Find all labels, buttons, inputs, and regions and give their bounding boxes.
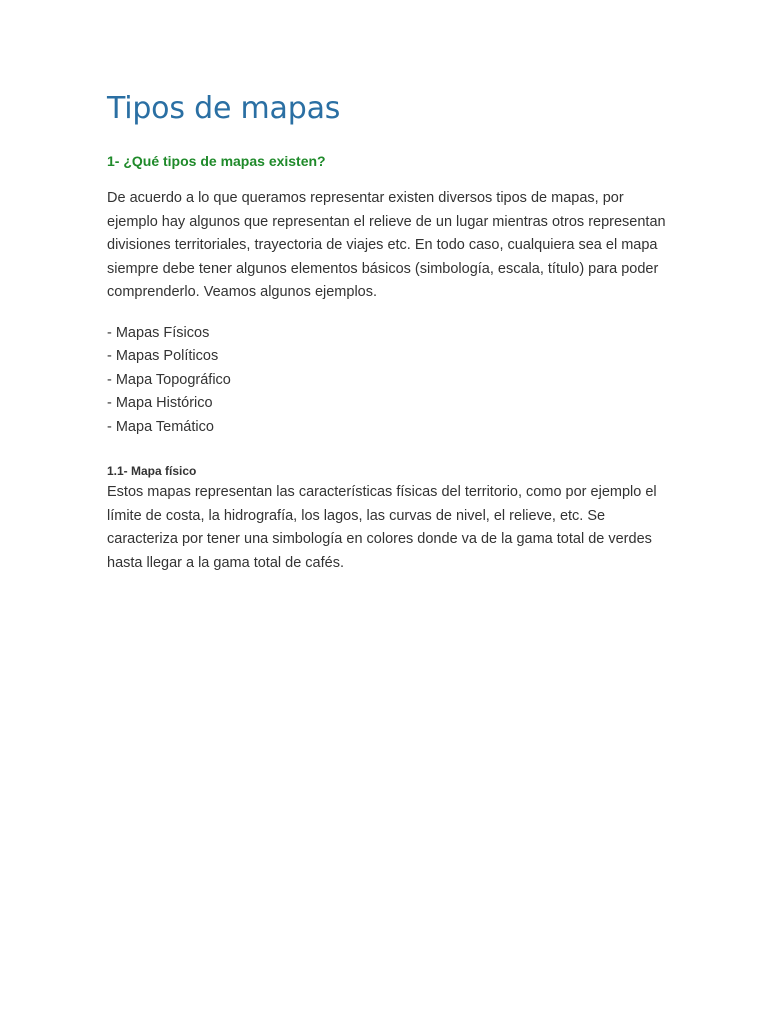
list-item: - Mapas Físicos — [107, 324, 210, 341]
document-content — [107, 86, 667, 575]
page-title: Tipos de mapas — [107, 91, 341, 126]
list-item: - Mapas Políticos — [107, 348, 219, 364]
list-item: - Mapa Histórico — [107, 395, 213, 411]
list-item: - Mapa Topográfico — [107, 371, 231, 388]
intro-paragraph: De acuerdo a lo que queramos representar existen diversos tipos de mapas, por ejemplo hay algunos que representan el relieve de un lugar mientras otros representan divisiones territoriales, trayectoria de viajes etc. En todo caso, cualquiera sea el mapa siempre debe tener algunos elementos básicos (simbología, escala, título) para poder comprenderlo. Veamos algunos ejemplos. — [107, 190, 666, 300]
list-item: - Mapa Temático — [107, 418, 214, 435]
section-heading-1-1: 1.1- Mapa físico — [107, 464, 197, 478]
section-heading-1: 1- ¿Qué tipos de mapas existen? — [107, 153, 326, 169]
map-types-list — [107, 322, 667, 440]
physical-map-paragraph: Estos mapas representan las características físicas del territorio, como por ejemplo el límite de costa, la hidrografía, los lagos, las curvas de nivel, el relieve, etc. Se caracteriza por tener una simbología en colores donde va de la gama total de verdes hasta llegar a la gama total de cafés. — [107, 484, 657, 571]
